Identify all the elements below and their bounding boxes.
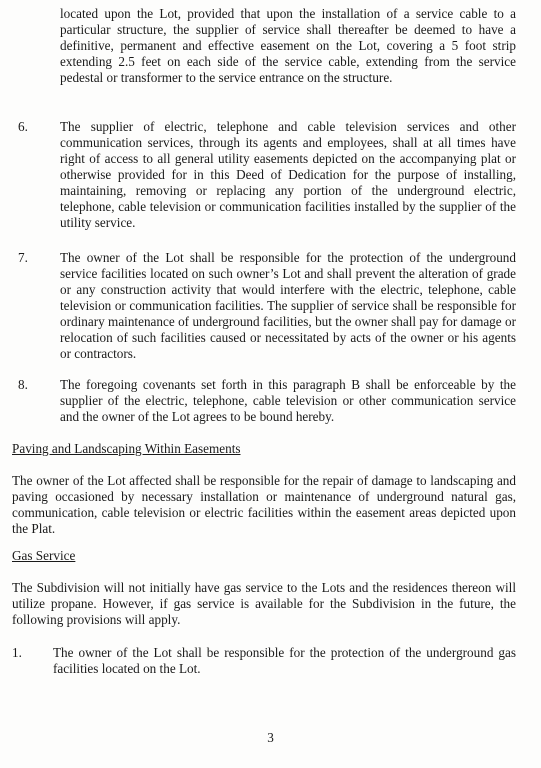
item-7-text: The owner of the Lot shall be responsible for the protection of the underground service facilities located on such owner’s Lot and shall prevent the alteration of grade or any construction activity that would interfere with the electric, telephone, cable television or communication facilities. The supplier of service shall be responsible for ordinary maintenance of underground facilities, but the owner shall pay for damage or relocation of such facilities caused or necessitated by acts of the owner or his agents or contractors. <box>60 250 516 361</box>
section-gas-text: The Subdivision will not initially have gas service to the Lots and the residences thereon will utilize propane. However, if gas service is available for the Subdivision in the future, the following provisions will apply. <box>12 580 516 627</box>
item-6-number: 6. <box>18 119 28 134</box>
gas-item-1-number: 1. <box>12 645 22 660</box>
page-number: 3 <box>267 730 274 745</box>
item-8-text: The foregoing covenants set forth in this paragraph B shall be enforceable by the supplier of the electric, telephone, cable television or other communication service and the owner of the Lot agrees to be bound hereby. <box>60 377 516 424</box>
item-6-text: The supplier of electric, telephone and cable television services and other communication services, through its agents and employees, shall at all times have right of access to all general utility easements depicted on the accompanying plat or otherwise provided for in this Deed of Dedication for the purpose of installing, maintaining, removing or replacing any portion of the underground electric, telephone, cable television or communication facilities installed by the supplier of the utility service. <box>60 119 516 230</box>
item-7-number: 7. <box>18 250 28 265</box>
continued-paragraph: located upon the Lot, provided that upon the installation of a service cable to a particular structure, the supplier of service shall thereafter be deemed to have a definitive, permanent and effective easement on the Lot, covering a 5 foot strip extending 2.5 feet on each side of the service cable, extending from the service pedestal or transformer to the service entrance on the structure. <box>60 6 516 85</box>
section-heading-gas: Gas Service <box>12 548 76 563</box>
section-paving-text: The owner of the Lot affected shall be responsible for the repair of damage to landscaping and paving occasioned by necessary installation or maintenance of underground natural gas, communication, cable television or electric facilities within the easement areas depicted upon the Plat. <box>12 473 516 536</box>
section-heading-paving: Paving and Landscaping Within Easements <box>12 441 241 456</box>
item-8-number: 8. <box>18 377 28 392</box>
gas-item-1-text: The owner of the Lot shall be responsible for the protection of the underground gas facilities located on the Lot. <box>53 645 516 676</box>
